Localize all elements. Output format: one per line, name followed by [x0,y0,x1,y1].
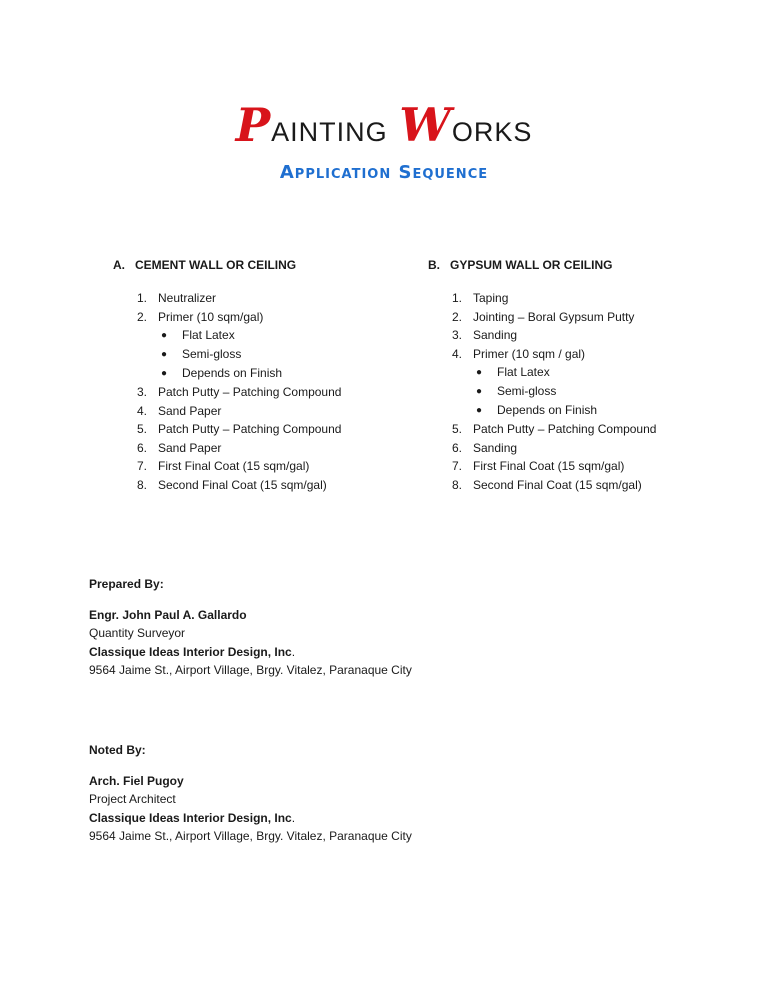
step-number: 1. [137,291,148,305]
list-item [452,420,728,439]
prepared-by-block [89,575,412,680]
section-title: GYPSUM WALL OR CEILING [450,258,613,272]
step-text: Second Final Coat (15 sqm/gal) [473,477,642,492]
step-text: First Final Coat (15 sqm/gal) [473,459,625,473]
title-text-1: ainting [271,108,400,150]
list-item [137,402,413,421]
preparer-company-suffix: . [291,644,296,659]
sub-item-text: Depends on Finish [497,403,598,417]
step-text: Sanding [473,440,518,455]
sub-list-item [476,363,728,382]
list-item [452,439,728,458]
section-cement [113,258,413,494]
noter-company-line [89,809,412,828]
step-text: Sand Paper [158,403,222,418]
noter-name: Arch. Fiel Pugoy [89,773,184,788]
step-text: Taping [473,291,509,305]
bullet-icon: ● [161,349,168,360]
step-number: 5. [137,422,148,436]
list-item [452,326,728,345]
step-text: Sand Paper [158,440,222,455]
sub-list-container [452,363,728,420]
page-title [0,98,768,152]
list-item [452,308,728,327]
sub-item-text: Flat Latex [497,365,550,379]
section-letter: B. [428,258,440,272]
sub-list-item [161,345,413,364]
step-number: 6. [137,440,148,455]
list-item [452,457,728,476]
step-text: Second Final Coat (15 sqm/gal) [158,477,327,492]
step-list [452,289,728,494]
step-number: 7. [137,459,148,473]
step-text: Patch Putty – Patching Compound [158,385,342,399]
step-number: 4. [137,403,148,418]
step-number: 1. [452,291,463,305]
list-item [452,345,728,364]
step-number: 2. [452,309,463,324]
sub-item-text: Flat Latex [182,328,235,342]
step-number: 5. [452,422,463,436]
noter-company: Classique Ideas Interior Design, Inc [89,810,292,825]
section-heading [428,258,728,272]
section-gypsum [428,258,728,494]
step-text: Patch Putty – Patching Compound [473,422,657,436]
list-item [452,476,728,495]
step-number: 3. [137,385,148,399]
step-text: Primer (10 sqm / gal) [473,346,586,361]
sub-item-text: Depends on Finish [182,366,283,380]
noter-role: Project Architect [89,792,176,806]
step-text: Primer (10 sqm/gal) [158,309,264,324]
list-item [137,383,413,402]
sub-list [452,363,728,420]
bullet-icon: ● [476,405,483,416]
step-number: 7. [452,459,463,473]
bullet-icon: ● [161,330,168,341]
list-item [452,289,728,308]
step-text: Patch Putty – Patching Compound [158,422,342,436]
list-item [137,289,413,308]
sub-list [137,326,413,383]
step-text: Jointing – Boral Gypsum Putty [473,309,635,324]
section-title: CEMENT WALL OR CEILING [135,258,297,272]
title-text-2: orks [451,108,533,150]
title-initial-w: W [399,98,452,152]
preparer-name: Engr. John Paul A. Gallardo [89,607,247,622]
step-number: 4. [452,346,463,361]
list-item [137,308,413,327]
bullet-icon: ● [161,368,168,379]
sub-list-container [137,326,413,383]
noted-by-label: Noted By: [89,743,146,757]
sub-list-item [476,401,728,420]
step-number: 3. [452,328,463,342]
step-list [137,289,413,494]
step-number: 8. [452,477,463,492]
step-number: 8. [137,477,148,492]
preparer-address: 9564 Jaime St., Airport Village, Brgy. Vitalez, Paranaque City [89,663,412,677]
noted-by-block [89,741,412,846]
step-text: First Final Coat (15 sqm/gal) [158,459,310,473]
page-subtitle: Application Sequence [279,162,489,183]
bullet-icon: ● [476,367,483,378]
section-letter: A. [113,258,125,272]
list-item [137,420,413,439]
sub-list-item [161,364,413,383]
preparer-company: Classique Ideas Interior Design, Inc [89,644,292,659]
sub-item-text: Semi-gloss [182,347,242,361]
noter-address: 9564 Jaime St., Airport Village, Brgy. Vitalez, Paranaque City [89,829,412,843]
sub-item-text: Semi-gloss [497,384,557,398]
list-item [137,457,413,476]
sub-list-item [476,382,728,401]
list-item [137,476,413,495]
preparer-role: Quantity Surveyor [89,626,186,640]
prepared-by-label: Prepared By: [89,577,164,591]
step-text: Sanding [473,328,518,342]
step-number: 6. [452,440,463,455]
step-number: 2. [137,309,148,324]
noter-company-suffix: . [291,810,296,825]
bullet-icon: ● [476,386,483,397]
section-heading [113,258,413,272]
step-text: Neutralizer [158,291,217,305]
list-item [137,439,413,458]
preparer-company-line [89,643,412,662]
title-initial-p: P [235,98,272,152]
sub-list-item [161,326,413,345]
